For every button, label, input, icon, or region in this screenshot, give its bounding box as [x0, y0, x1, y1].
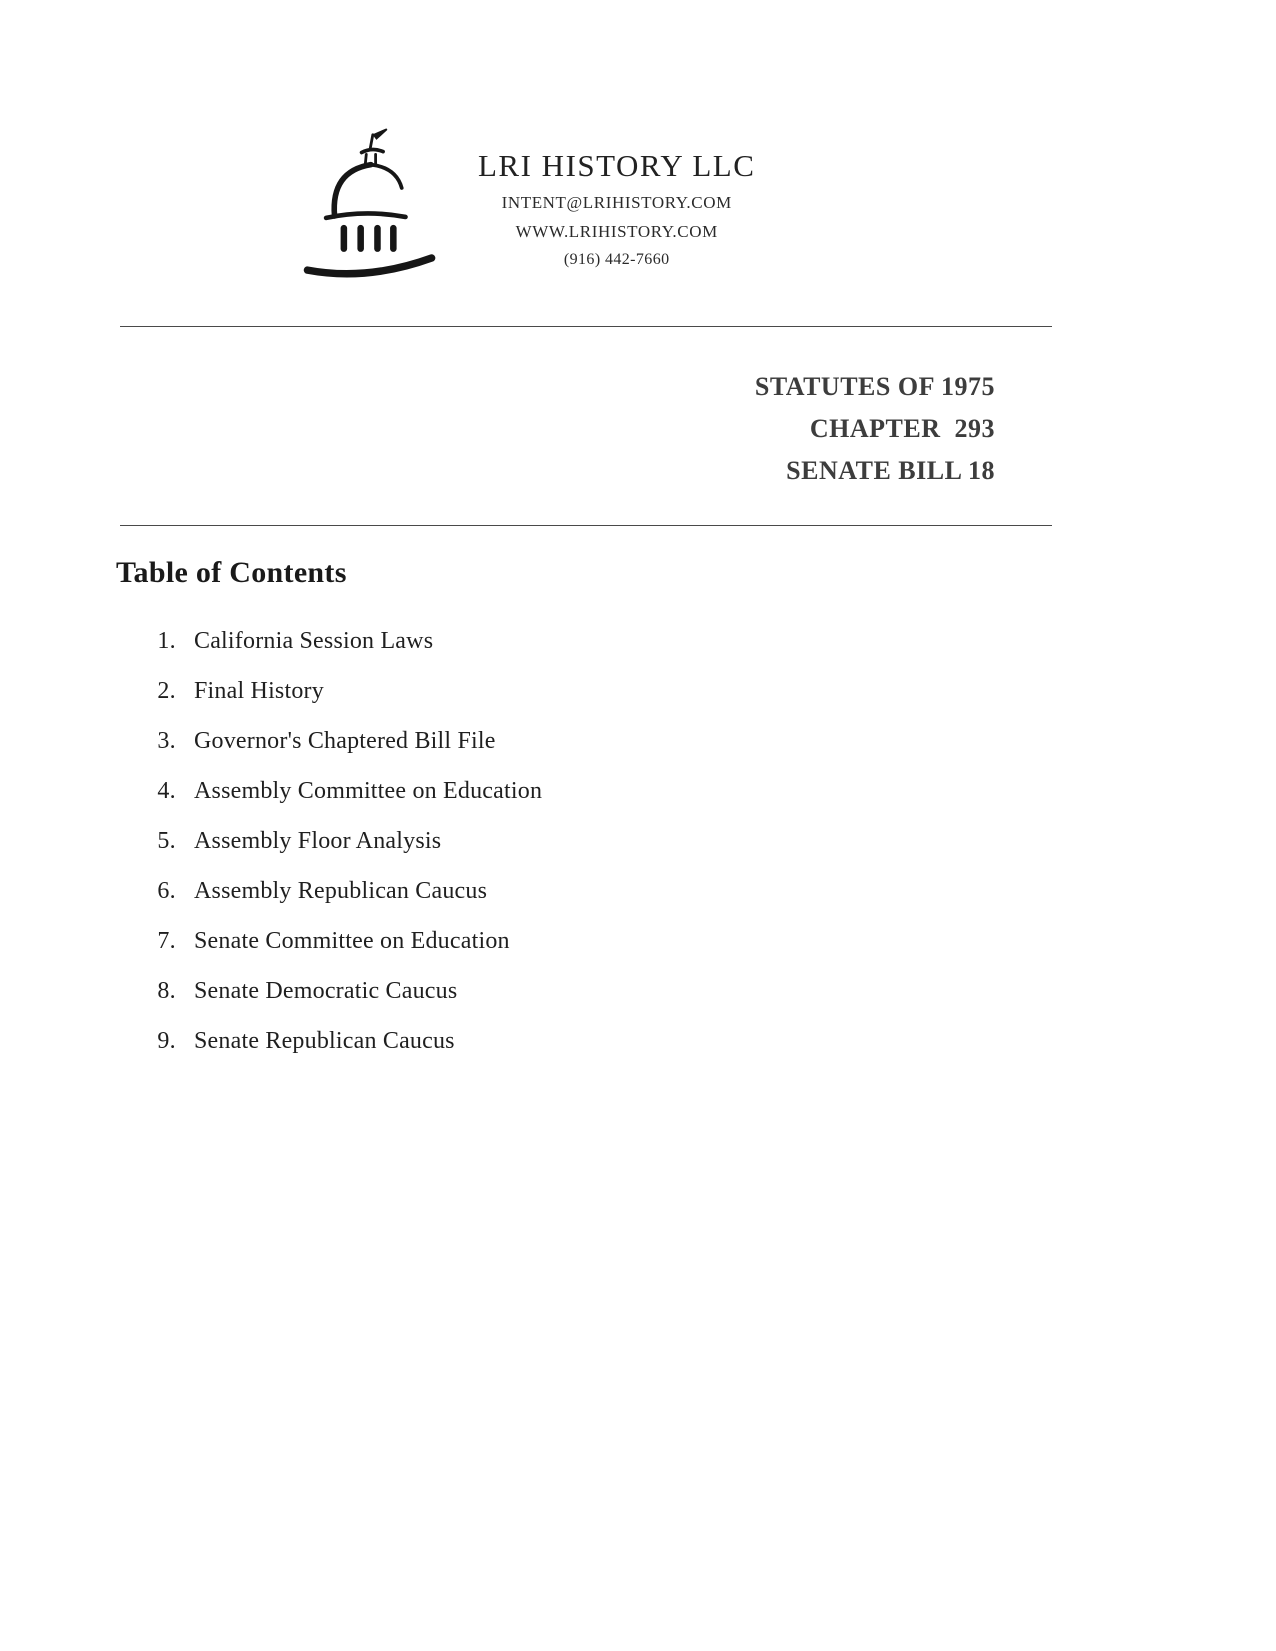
toc-item: 1. California Session Laws — [182, 628, 1016, 655]
horizontal-rule-bottom — [120, 525, 1052, 526]
toc-item: 7. Senate Committee on Education — [182, 928, 1016, 955]
toc-item: 8. Senate Democratic Caucus — [182, 978, 1016, 1005]
horizontal-rule-top — [120, 326, 1052, 327]
senate-bill-line: SENATE BILL 18 — [786, 456, 995, 485]
company-phone: (916) 442-7660 — [563, 251, 670, 268]
toc-item: 9. Senate Republican Caucus — [182, 1028, 1016, 1055]
company-name: LRI HISTORY LLC — [478, 148, 756, 183]
chapter-line: CHAPTER 293 — [809, 414, 995, 443]
statute-title-block — [755, 366, 995, 492]
letterhead-text — [478, 148, 755, 269]
toc-item: 6. Assembly Republican Caucus — [182, 878, 1016, 905]
toc-heading: Table of Contents — [116, 556, 347, 589]
table-of-contents — [116, 556, 1016, 1078]
company-website: WWW.LRIHISTORY.COM — [515, 222, 718, 241]
letterhead — [300, 122, 755, 282]
capitol-dome-logo-icon — [300, 122, 440, 282]
company-email: INTENT@LRIHISTORY.COM — [501, 193, 732, 212]
toc-item: 2. Final History — [182, 678, 1016, 705]
toc-list — [116, 628, 1016, 1055]
toc-item: 4. Assembly Committee on Education — [182, 778, 1016, 805]
toc-item: 5. Assembly Floor Analysis — [182, 828, 1016, 855]
statutes-year-line: STATUTES OF 1975 — [754, 372, 995, 401]
toc-item: 3. Governor's Chaptered Bill File — [182, 728, 1016, 755]
